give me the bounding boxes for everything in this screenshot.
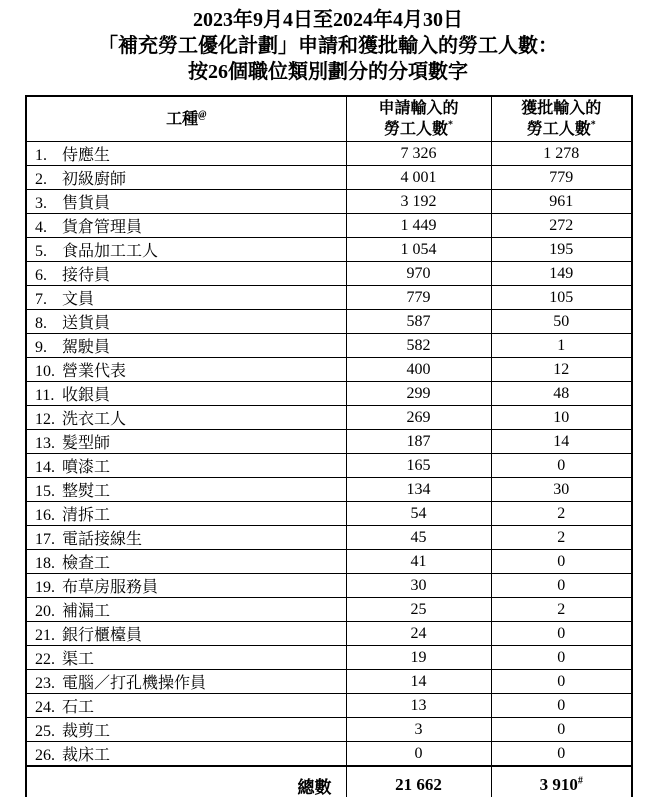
occupation-cell: [26, 574, 346, 598]
row-number: 13.: [35, 435, 55, 452]
table-row: [26, 142, 632, 166]
table-row: [26, 190, 632, 214]
applied-count: 25: [346, 598, 491, 622]
occupation-name: 補漏工: [62, 603, 111, 620]
row-number: 21.: [35, 627, 55, 644]
row-number: 7.: [35, 291, 47, 308]
table-row: [26, 622, 632, 646]
header-applied-footnote-marker: *: [448, 119, 453, 131]
applied-count: 400: [346, 358, 491, 382]
table-row: [26, 502, 632, 526]
table-header-row: [26, 96, 632, 142]
occupation-name: 營業代表: [62, 363, 127, 380]
occupation-cell: [26, 598, 346, 622]
title-line-1: 2023年9月4日至2024年4月30日: [193, 9, 463, 31]
row-number: 16.: [35, 507, 55, 524]
occupation-name: 食品加工工人: [62, 243, 159, 260]
approved-count: 149: [491, 262, 632, 286]
row-number: 8.: [35, 315, 47, 332]
total-approved-value: 3 910: [539, 775, 578, 794]
occupation-cell: [26, 694, 346, 718]
occupation-name: 接待員: [62, 267, 111, 284]
occupation-name: 裁床工: [62, 747, 111, 764]
row-number: 1.: [35, 147, 47, 164]
table-row: [26, 646, 632, 670]
header-occupation-label: 工種: [166, 110, 199, 128]
header-occupation: [26, 96, 346, 142]
total-approved-footnote-marker: #: [577, 775, 583, 787]
approved-count: 2: [491, 526, 632, 550]
occupation-cell: [26, 382, 346, 406]
row-number: 19.: [35, 579, 55, 596]
occupation-name: 貨倉管理員: [62, 219, 143, 236]
table-body: [26, 142, 632, 767]
occupation-cell: [26, 670, 346, 694]
table-row: [26, 670, 632, 694]
applied-count: 24: [346, 622, 491, 646]
row-number: 26.: [35, 747, 55, 764]
header-applied-line2: 勞工人數: [383, 121, 448, 138]
header-occupation-footnote-marker: @: [198, 109, 207, 121]
applied-count: 1 054: [346, 238, 491, 262]
table-row: [26, 574, 632, 598]
occupation-name: 侍應生: [62, 147, 111, 164]
applied-count: 269: [346, 406, 491, 430]
table-row: [26, 694, 632, 718]
applied-count: 1 449: [346, 214, 491, 238]
applied-count: 30: [346, 574, 491, 598]
title-line-3: 按26個職位類別劃分的分項數字: [188, 61, 468, 83]
table-row: [26, 742, 632, 767]
occupation-cell: [26, 286, 346, 310]
document-title: [0, 0, 656, 85]
approved-count: 0: [491, 718, 632, 742]
table-row: [26, 454, 632, 478]
occupation-cell: [26, 310, 346, 334]
row-number: 24.: [35, 699, 55, 716]
total-row: [26, 766, 632, 797]
row-number: 25.: [35, 723, 55, 740]
table-row: [26, 286, 632, 310]
occupation-name: 送貨員: [62, 315, 111, 332]
header-applied-line1: 申請輸入的: [378, 100, 459, 117]
header-approved-line2: 勞工人數: [526, 121, 591, 138]
row-number: 12.: [35, 411, 55, 428]
applied-count: 7 326: [346, 142, 491, 166]
occupation-name: 清拆工: [62, 507, 111, 524]
table-row: [26, 550, 632, 574]
occupation-cell: [26, 214, 346, 238]
occupation-cell: [26, 550, 346, 574]
occupation-name: 檢查工: [62, 555, 111, 572]
approved-count: 1: [491, 334, 632, 358]
row-number: 23.: [35, 675, 55, 692]
table-row: [26, 358, 632, 382]
approved-count: 2: [491, 598, 632, 622]
applied-count: 587: [346, 310, 491, 334]
approved-count: 779: [491, 166, 632, 190]
occupation-name: 布草房服務員: [62, 579, 159, 596]
occupation-table: [25, 95, 633, 797]
row-number: 14.: [35, 459, 55, 476]
approved-count: 50: [491, 310, 632, 334]
occupation-cell: [26, 454, 346, 478]
title-line-2: 「補充勞工優化計劃」申請和獲批輸入的勞工人數：: [98, 35, 558, 57]
occupation-cell: [26, 166, 346, 190]
table-row: [26, 310, 632, 334]
approved-count: 14: [491, 430, 632, 454]
applied-count: 187: [346, 430, 491, 454]
approved-count: 48: [491, 382, 632, 406]
row-number: 4.: [35, 219, 47, 236]
table-row: [26, 238, 632, 262]
table-row: [26, 406, 632, 430]
header-approved-line1: 獲批輸入的: [521, 100, 602, 117]
approved-count: 0: [491, 694, 632, 718]
total-applied-count: 21 662: [346, 766, 491, 797]
approved-count: 0: [491, 646, 632, 670]
approved-count: 10: [491, 406, 632, 430]
applied-count: 299: [346, 382, 491, 406]
occupation-cell: [26, 142, 346, 166]
table-row: [26, 334, 632, 358]
applied-count: 13: [346, 694, 491, 718]
applied-count: 134: [346, 478, 491, 502]
occupation-cell: [26, 334, 346, 358]
occupation-cell: [26, 478, 346, 502]
applied-count: 779: [346, 286, 491, 310]
approved-count: 0: [491, 550, 632, 574]
occupation-cell: [26, 238, 346, 262]
occupation-name: 整熨工: [62, 483, 111, 500]
applied-count: 19: [346, 646, 491, 670]
table-row: [26, 598, 632, 622]
header-approved: [491, 96, 632, 142]
approved-count: 272: [491, 214, 632, 238]
occupation-cell: [26, 406, 346, 430]
approved-count: 0: [491, 622, 632, 646]
approved-count: 2: [491, 502, 632, 526]
row-number: 15.: [35, 483, 55, 500]
occupation-name: 噴漆工: [62, 459, 111, 476]
row-number: 10.: [35, 363, 55, 380]
row-number: 17.: [35, 531, 55, 548]
approved-count: 0: [491, 574, 632, 598]
table-row: [26, 430, 632, 454]
occupation-name: 電腦／打孔機操作員: [62, 675, 207, 692]
row-number: 11.: [35, 387, 55, 404]
occupation-cell: [26, 526, 346, 550]
occupation-cell: [26, 190, 346, 214]
applied-count: 582: [346, 334, 491, 358]
applied-count: 3: [346, 718, 491, 742]
approved-count: 0: [491, 742, 632, 767]
occupation-cell: [26, 622, 346, 646]
row-number: 5.: [35, 243, 47, 260]
applied-count: 3 192: [346, 190, 491, 214]
applied-count: 14: [346, 670, 491, 694]
header-applied: [346, 96, 491, 142]
occupation-name: 初級廚師: [62, 171, 127, 188]
applied-count: 4 001: [346, 166, 491, 190]
table-row: [26, 526, 632, 550]
applied-count: 165: [346, 454, 491, 478]
row-number: 6.: [35, 267, 47, 284]
table-row: [26, 382, 632, 406]
table-row: [26, 262, 632, 286]
occupation-name: 銀行櫃檯員: [62, 627, 143, 644]
occupation-cell: [26, 502, 346, 526]
occupation-name: 石工: [62, 699, 95, 716]
occupation-name: 渠工: [62, 651, 95, 668]
applied-count: 54: [346, 502, 491, 526]
row-number: 2.: [35, 171, 47, 188]
approved-count: 12: [491, 358, 632, 382]
approved-count: 105: [491, 286, 632, 310]
occupation-name: 髮型師: [62, 435, 111, 452]
approved-count: 195: [491, 238, 632, 262]
occupation-name: 文員: [62, 291, 95, 308]
occupation-name: 收銀員: [62, 387, 111, 404]
table-row: [26, 478, 632, 502]
approved-count: 1 278: [491, 142, 632, 166]
row-number: 20.: [35, 603, 55, 620]
occupation-name: 洗衣工人: [62, 411, 127, 428]
approved-count: 0: [491, 670, 632, 694]
applied-count: 41: [346, 550, 491, 574]
header-approved-footnote-marker: *: [590, 119, 596, 131]
applied-count: 970: [346, 262, 491, 286]
occupation-cell: [26, 430, 346, 454]
applied-count: 0: [346, 742, 491, 767]
occupation-cell: [26, 262, 346, 286]
row-number: 3.: [35, 195, 47, 212]
occupation-name: 售貨員: [62, 195, 111, 212]
row-number: 22.: [35, 651, 55, 668]
approved-count: 30: [491, 478, 632, 502]
total-approved-count: [491, 766, 632, 797]
total-label: 總數: [26, 766, 346, 797]
occupation-name: 裁剪工: [62, 723, 111, 740]
row-number: 9.: [35, 339, 47, 356]
table-row: [26, 718, 632, 742]
occupation-cell: [26, 646, 346, 670]
occupation-name: 駕駛員: [62, 339, 111, 356]
occupation-cell: [26, 742, 346, 767]
occupation-cell: [26, 358, 346, 382]
row-number: 18.: [35, 555, 55, 572]
approved-count: 0: [491, 454, 632, 478]
occupation-cell: [26, 718, 346, 742]
approved-count: 961: [491, 190, 632, 214]
occupation-name: 電話接線生: [62, 531, 143, 548]
applied-count: 45: [346, 526, 491, 550]
table-row: [26, 214, 632, 238]
table-row: [26, 166, 632, 190]
